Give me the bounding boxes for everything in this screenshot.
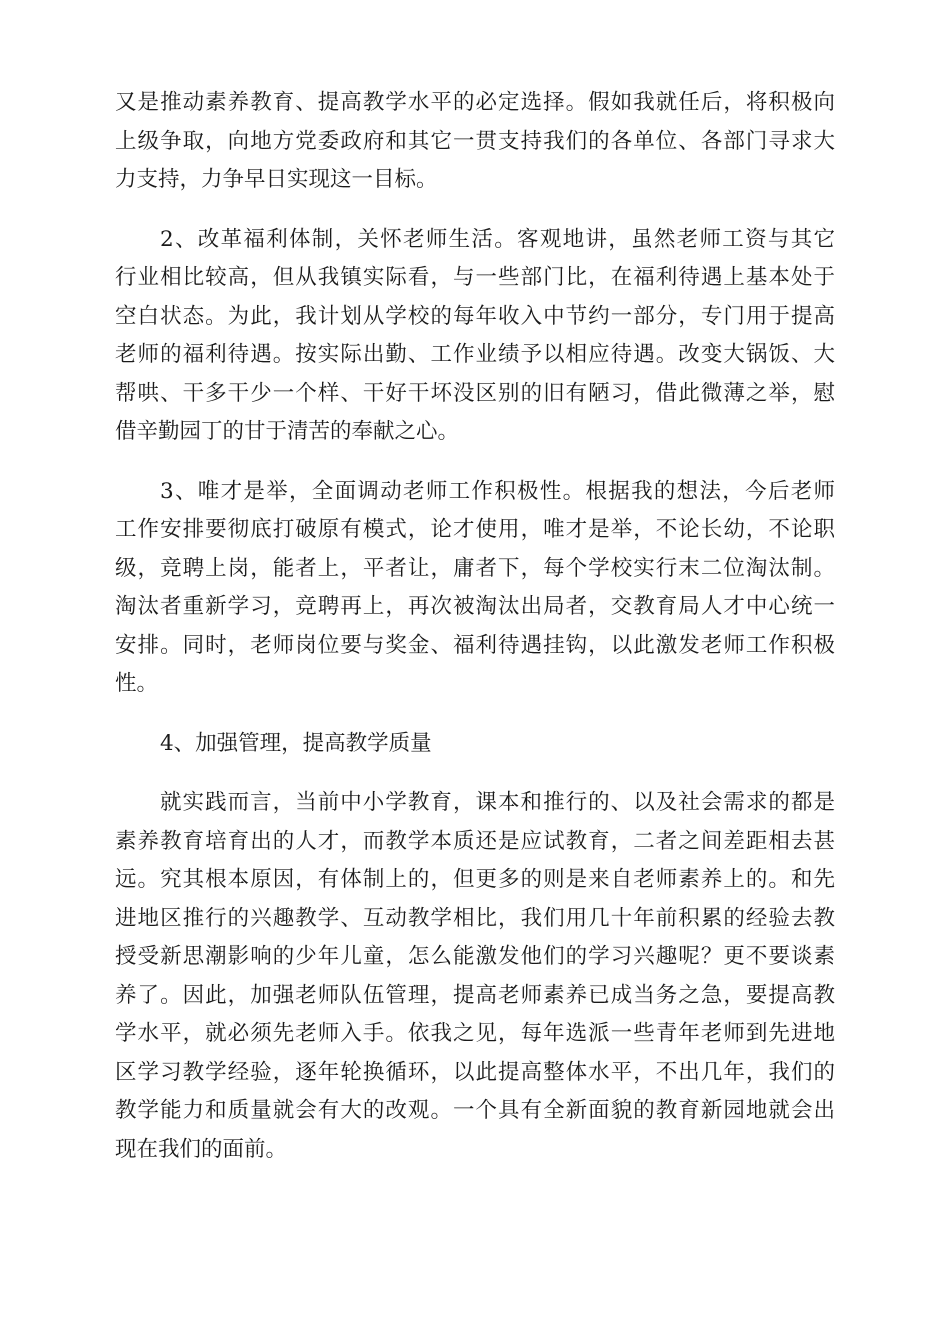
text-line: 教学能力和质量就会有大的改观。一个具有全新面貌的教育新园地就会出 <box>115 1098 835 1123</box>
text-line: 2、改革福利体制，关怀老师生活。客观地讲，虽然老师工资与其它 <box>160 226 835 252</box>
text-line: 借辛勤园丁的甘于清苦的奉献之心。 <box>115 419 460 444</box>
document-page <box>115 84 835 1190</box>
paragraph-2-welfare <box>115 221 835 452</box>
text-line: 帮哄、干多干少一个样、干好干坏没区别的旧有陋习，借此微薄之举，慰 <box>115 380 835 406</box>
text-line: 素养教育培育出的人才，而教学本质还是应试教育，二者之间差距相去甚 <box>115 828 835 854</box>
text-line: 养了。因此，加强老师队伍管理，提高老师素养已成当务之急，要提高教 <box>115 982 835 1008</box>
text-line: 学水平，就必须先老师入手。依我之见，每年选派一些青年老师到先进地 <box>115 1021 835 1046</box>
text-line: 远。究其根本原因，有体制上的，但更多的则是来自老师素养上的。和先 <box>115 867 835 892</box>
text-line: 级，竞聘上岗，能者上，平者让，庸者下，每个学校实行末二位淘汰制。 <box>115 555 835 581</box>
text-line: 安排。同时，老师岗位要与奖金、福利待遇挂钩，以此激发老师工作积极 <box>115 632 835 658</box>
text-line: 进地区推行的兴趣教学、互动教学相比，我们用几十年前积累的经验去教 <box>115 905 835 931</box>
text-line: 上级争取，向地方党委政府和其它一贯支持我们的各单位、各部门寻求大 <box>115 128 835 154</box>
paragraph-3-talent <box>115 473 835 704</box>
text-line: 力支持，力争早日实现这一目标。 <box>115 167 438 192</box>
text-line: 空白状态。为此，我计划从学校的每年收入中节约一部分，专门用于提高 <box>115 303 835 329</box>
paragraph-5-practice <box>115 784 835 1169</box>
text-line: 工作安排要彻底打破原有模式，论才使用，唯才是举，不论长幼，不论职 <box>115 517 835 542</box>
text-line: 区学习教学经验，逐年轮换循环，以此提高整体水平，不出几年，我们的 <box>115 1059 835 1085</box>
text-line: 现在我们的面前。 <box>115 1136 288 1162</box>
text-line: 老师的福利待遇。按实际出勤、工作业绩予以相应待遇。改变大锅饭、大 <box>115 342 835 367</box>
paragraph-1-continuation <box>115 84 835 200</box>
text-line: 行业相比较高，但从我镇实际看，与一些部门比，在福利待遇上基本处于 <box>115 265 835 290</box>
text-line: 3、唯才是举，全面调动老师工作积极性。根据我的想法，今后老师 <box>160 478 835 504</box>
text-line: 授受新思潮影响的少年儿童，怎么能激发他们的学习兴趣呢？更不要谈素 <box>115 944 835 969</box>
text-line: 淘汰者重新学习，竞聘再上，再次被淘汰出局者，交教育局人才中心统一 <box>115 594 835 619</box>
paragraph-4-heading <box>115 725 835 764</box>
section-heading: 4、加强管理，提高教学质量 <box>160 730 432 756</box>
text-line: 性。 <box>115 671 159 696</box>
text-line: 又是推动素养教育、提高教学水平的必定选择。假如我就任后，将积极向 <box>115 90 835 115</box>
text-line: 就实践而言，当前中小学教育，课本和推行的、以及社会需求的都是 <box>160 790 835 815</box>
